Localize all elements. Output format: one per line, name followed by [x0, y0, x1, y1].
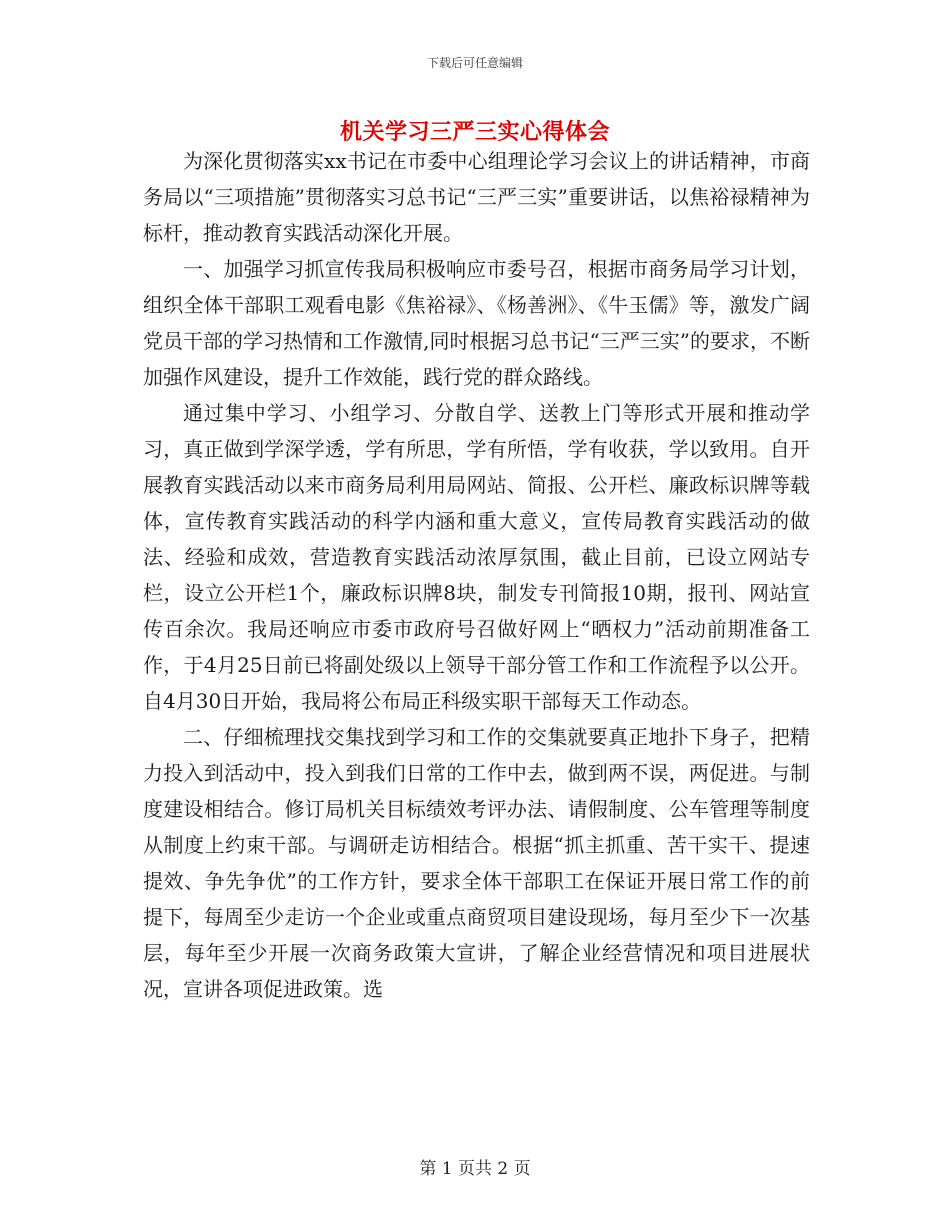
paragraph-section-two: 二、仔细梳理找交集找到学习和工作的交集就要真正地扑下身子，把精力投入到活动中，投入到我们日常的工作中去，做到两不误，两促进。与制度建设相结合。修订局机关目标绩效考评办法、请假制度、公车管理等制度从制度上约束干部。与调研走访相结合。根据“抓主抓重、苦干实干、提速提效、争先争优”的工作方针，要求全体干部职工在保证开展日常工作的前提下，每周至少走访一个企业或重点商贸项目建设现场，每月至少下一次基层，每年至少开展一次商务政策大宣讲，了解企业经营情况和项目进展状况，宣讲各项促进政策。选	[143, 725, 810, 1001]
page-header-note: 下载后可任意编辑	[426, 56, 523, 70]
page-number: 第 1 页共 2 页	[419, 1159, 531, 1179]
document-title: 机关学习三严三实心得体会	[339, 119, 610, 145]
paragraph-section-one: 一、加强学习抓宣传我局积极响应市委号召，根据市商务局学习计划，组织全体干部职工观看电影《焦裕禄》、《杨善洲》、《牛玉儒》等，激发广阔党员干部的学习热情和工作激情,同时根据习总书记“三严三实”的要求，不断加强作风建设，提升工作效能，践行党的群众路线。	[143, 257, 810, 389]
paragraph-learning-methods: 通过集中学习、小组学习、分散自学、送教上门等形式开展和推动学习，真正做到学深学透，学有所思，学有所悟，学有收获，学以致用。自开展教育实践活动以来市商务局利用局网站、简报、公开栏、廉政标识牌等载体，宣传教育实践活动的科学内涵和重大意义，宣传局教育实践活动的做法、经验和成效，营造教育实践活动浓厚氛围，截止目前，已设立网站专栏，设立公开栏1个，廉政标识牌8块，制发专刊简报10期，报刊、网站宣传百余次。我局还响应市委市政府号召做好网上“晒权力”活动前期准备工作，于4月25日前已将副处级以上领导干部分管工作和工作流程予以公开。自4月30日开始，我局将公布局正科级实职干部每天工作动态。	[143, 401, 810, 713]
document-body	[143, 143, 810, 1007]
paragraph-intro: 为深化贯彻落实xx书记在市委中心组理论学习会议上的讲话精神，市商务局以“三项措施”贯彻落实习总书记“三严三实”重要讲话，以焦裕禄精神为标杆，推动教育实践活动深化开展。	[143, 149, 810, 245]
